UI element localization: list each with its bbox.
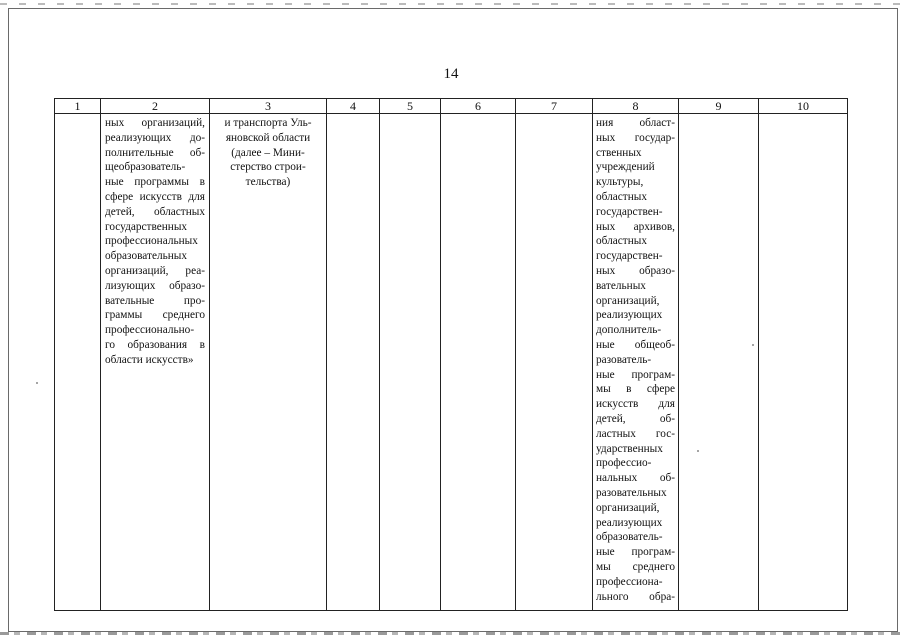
cell-text-line: организаций, реа-: [105, 264, 205, 277]
cell-text-line: государствен-: [596, 250, 663, 263]
cell-col9: [679, 114, 759, 611]
cell-text-line: го образования в: [105, 338, 205, 351]
cell-col5: [380, 114, 441, 611]
cell-text-line: искусств для: [596, 398, 675, 411]
cell-text-line: организаций,: [596, 294, 660, 307]
cell-text-line: образователь-: [596, 531, 663, 544]
cell-col6: [441, 114, 516, 611]
cell-text-line: вательные про-: [105, 294, 205, 307]
cell-text-line: реализующих: [596, 309, 663, 322]
cell-text-line: ных государ-: [596, 131, 675, 144]
cell-text-line: мы среднего: [596, 560, 675, 573]
cell-text-line: стерство строи-: [230, 161, 306, 174]
cell-col10: [759, 114, 848, 611]
cell-col7: [516, 114, 593, 611]
cell-text-line: и транспорта Уль-: [224, 117, 312, 129]
cell-text-line: профессиональных: [105, 235, 198, 248]
scan-speck: [752, 344, 754, 346]
cell-text-line: (далее – Мини-: [231, 146, 305, 159]
cell-text-line: профессиона-: [596, 575, 663, 588]
cell-text-line: ластных гос-: [596, 427, 675, 440]
cell-text-line: областных: [596, 235, 648, 248]
cell-text-line: ные общеоб-: [596, 338, 675, 351]
page-number: 14: [443, 66, 459, 82]
cell-text-line: льного обра-: [596, 590, 675, 603]
cell-text-line: организаций,: [596, 501, 660, 514]
cell-col3: [210, 114, 327, 611]
scan-artifact-top: [0, 3, 905, 5]
cell-text-line: государственных: [105, 220, 188, 233]
cell-text-line: тельства): [245, 176, 291, 189]
scan-speck: [36, 382, 38, 384]
cell-text-line: реализующих: [596, 516, 663, 529]
cell-text-line: ных архивов,: [596, 220, 675, 233]
cell-text-line: ния област-: [596, 117, 675, 129]
scan-artifact-bottom: [0, 632, 905, 635]
column-header: 3: [210, 99, 327, 114]
cell-text-line: полнительные об-: [105, 146, 205, 159]
cell-text-line: вательных: [596, 279, 646, 292]
cell-text-line: сфере искусств для: [105, 190, 205, 203]
cell-text-line: государствен-: [596, 205, 663, 218]
column-header: 1: [55, 99, 101, 114]
column-header: 4: [327, 99, 380, 114]
cell-text-line: культуры,: [596, 176, 644, 189]
cell-col4: [327, 114, 380, 611]
cell-text-line: щеобразователь-: [105, 161, 186, 174]
cell-text-line: ные программы в: [105, 176, 205, 189]
cell-text-line: детей, областных: [105, 205, 205, 218]
column-header: 7: [516, 99, 593, 114]
cell-text-line: разовательных: [596, 486, 667, 499]
cell-text-line: образовательных: [105, 250, 188, 263]
cell-text-line: учреждений: [596, 161, 655, 174]
cell-col1: [55, 114, 101, 611]
cell-text-line: реализующих до-: [105, 131, 205, 144]
cell-col2: [101, 114, 210, 611]
cell-text-line: ственных: [596, 146, 642, 159]
cell-col8: [593, 114, 679, 611]
cell-text-line: мы в сфере: [596, 383, 675, 396]
cell-text-line: разователь-: [596, 353, 652, 366]
column-header: 5: [380, 99, 441, 114]
table-row: [55, 114, 848, 611]
cell-text-line: дополнитель-: [596, 324, 662, 337]
cell-text-line: области искусств»: [105, 353, 194, 366]
column-header: 9: [679, 99, 759, 114]
cell-text-line: областных: [596, 190, 648, 203]
cell-text-line: ных образо-: [596, 264, 675, 277]
document-table: [54, 98, 848, 611]
cell-text-line: ные програм-: [596, 368, 675, 381]
cell-text-line: лизующих образо-: [105, 279, 205, 292]
column-header: 2: [101, 99, 210, 114]
column-header: 8: [593, 99, 679, 114]
cell-text-line: нальных об-: [596, 472, 675, 485]
cell-text-line: профессионально-: [105, 324, 195, 337]
header-row: [55, 99, 848, 114]
cell-text-line: ных организаций,: [105, 117, 205, 129]
column-header: 6: [441, 99, 516, 114]
column-header: 10: [759, 99, 848, 114]
cell-text-line: ударственных: [596, 442, 663, 455]
cell-text-line: граммы среднего: [105, 309, 205, 322]
scan-speck: [697, 450, 699, 452]
cell-text-line: ные програм-: [596, 546, 675, 559]
cell-text-line: яновской области: [225, 131, 311, 144]
cell-text-line: детей, об-: [596, 412, 675, 425]
cell-text-line: профессио-: [596, 457, 652, 470]
